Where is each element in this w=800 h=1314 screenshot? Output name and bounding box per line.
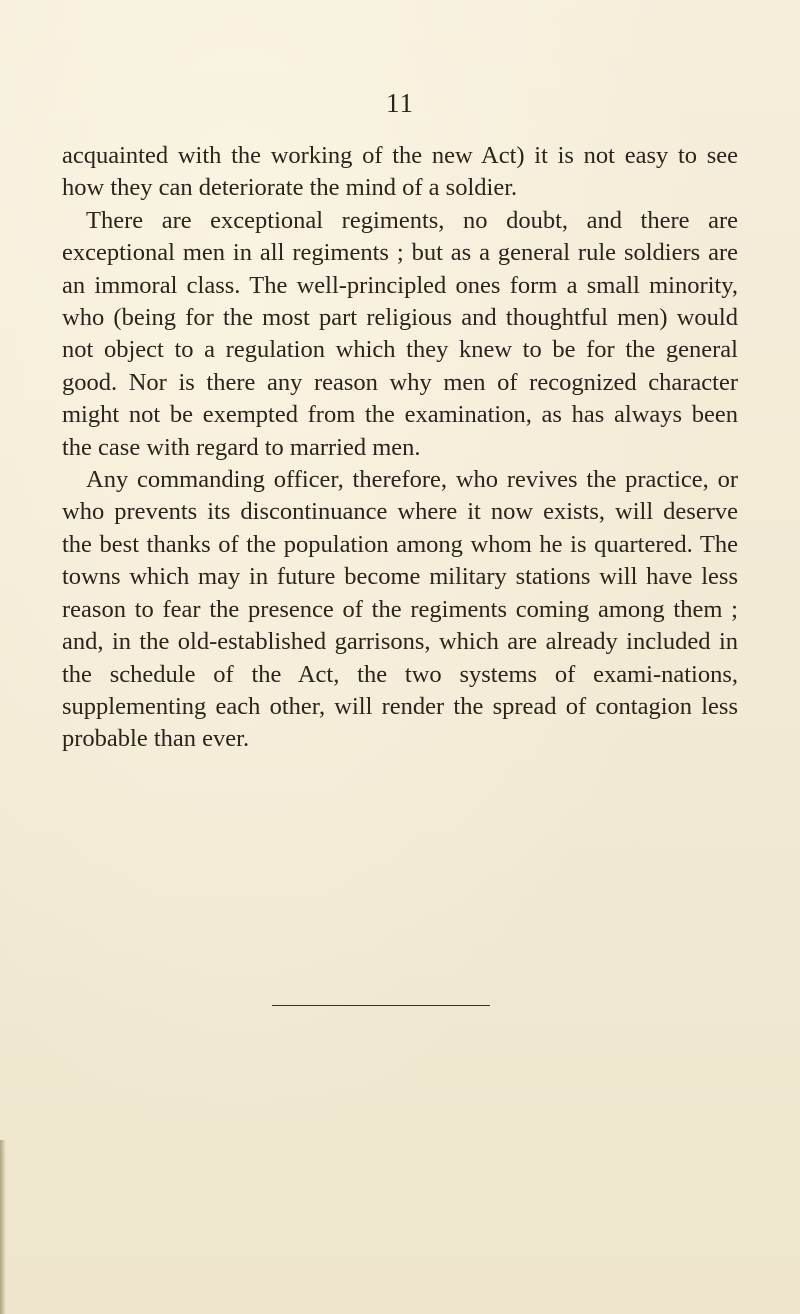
page-edge-shadow (0, 1140, 6, 1314)
page-number: 11 (386, 88, 414, 118)
paragraph-1: acquainted with the working of the new Act) it is not easy to see how they can deteriorate the mind of a soldier. (62, 142, 738, 202)
body-text (62, 140, 738, 756)
paragraph-3: Any commanding officer, therefore, who revives the practice, or who prevents its discontinuance where it now exists, will deserve the best thanks of the population among whom he is quartered. The towns which may in future become military stations will have less reason to fear the presence of the regiments coming among them ; and, in the old-established garrisons, which are already included in the schedule of the Act, the two systems of exami-nations, supplementing each other, will render the spread of contagion less probable than ever. (62, 466, 738, 753)
paragraph-2: There are exceptional regiments, no doubt, and there are exceptional men in all regiments ; but as a general rule soldiers are an immoral class. The well-principled ones form a small minority, who (being for the most part religious and thoughtful men) would not object to a regulation which they knew to be for the general good. Nor is there any reason why men of recognized character might not be exempted from the examination, as has always been the case with regard to married men. (62, 206, 738, 461)
end-rule (272, 1005, 490, 1006)
